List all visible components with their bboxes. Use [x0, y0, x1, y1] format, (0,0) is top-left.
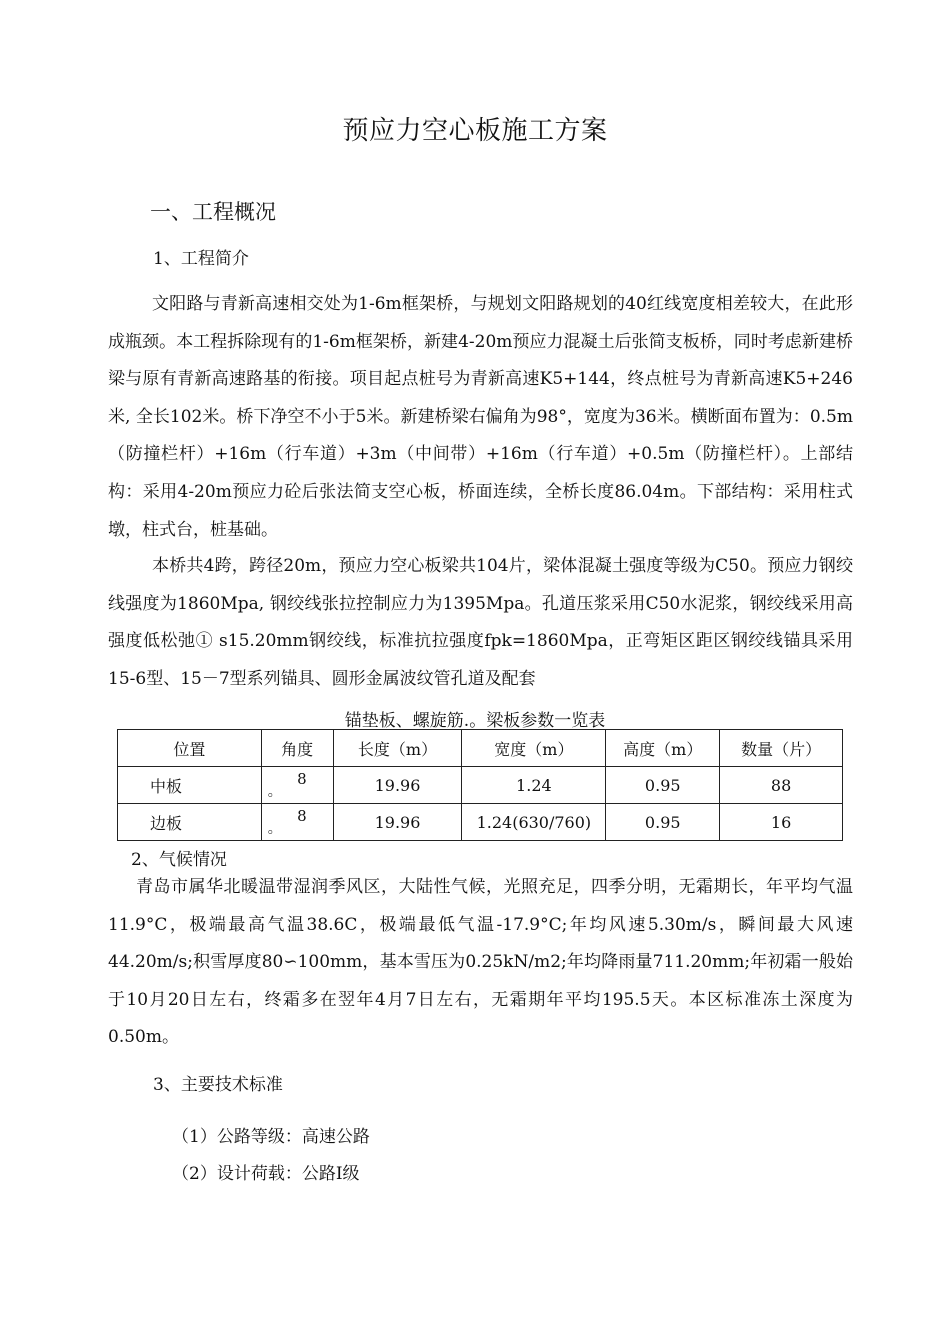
- cell-width: 1.24: [462, 767, 606, 804]
- cell-height: 0.95: [606, 767, 720, 804]
- cell-position: 边板: [118, 804, 262, 841]
- table-row: [118, 804, 843, 841]
- header-position: 位置: [118, 730, 262, 767]
- cell-length: 19.96: [333, 767, 462, 804]
- paragraph-bridge-spec: 本桥共4跨，跨径20m，预应力空心板梁共104片，梁体混凝土强度等级为C50。预应力钢绞线强度为1860Mpa, 钢绞线张拉控制应力为1395Mpa。孔道压浆采用C50水泥浆，钢绞线采用高强度低松弛① s15.20mm钢绞线，标准抗拉强度fpk=1860Mpa，正弯矩区距区钢绞线锚具采用15-6型、15－7型系列锚具、圆形金属波纹管孔道及配套: [108, 556, 853, 689]
- header-width: 宽度（m）: [462, 730, 606, 767]
- angle-value: 8: [297, 770, 307, 788]
- angle-degree-mark: 。: [267, 784, 282, 800]
- cell-width: 1.24(630/760): [462, 804, 606, 841]
- cell-height: 0.95: [606, 804, 720, 841]
- paragraph-project-intro: 文阳路与青新高速相交处为1-6m框架桥，与规划文阳路规划的40红线宽度相差较大，在此形成瓶颈。本工程拆除现有的1-6m框架桥，新建4-20m预应力混凝土后张简支板桥，同时考虑新建桥梁与原有青新高速路基的衔接。项目起点桩号为青新高速K5+144，终点桩号为青新高速K5+246米, 全长102米。桥下净空不小于5米。新建桥梁右偏角为98°，宽度为36米。横断面布置为：0.5m（防撞栏杆）+16m（行车道）+3m（中间带）+16m（行车道）+0.5m（防撞栏杆）。上部结构：采用4-20m预应力砼后张法简支空心板，桥面连续，全桥长度86.04m。下部结构：采用柱式墩，柱式台，桩基础。: [108, 294, 853, 540]
- cell-angle: [261, 804, 333, 841]
- cell-angle: [261, 767, 333, 804]
- table-row: [118, 767, 843, 804]
- header-length: 长度（m）: [333, 730, 462, 767]
- beam-parameter-table: [117, 729, 843, 841]
- angle-degree-mark: 。: [267, 821, 282, 837]
- section-heading-overview: 一、工程概况: [150, 200, 276, 224]
- document-title: 预应力空心板施工方案: [342, 116, 608, 146]
- subsection-heading-intro: 1、工程简介: [153, 249, 249, 269]
- table-caption: 锚垫板、螺旋筋.。梁板参数一览表: [344, 711, 606, 731]
- cell-count: 88: [720, 767, 843, 804]
- cell-count: 16: [720, 804, 843, 841]
- header-angle: 角度: [261, 730, 333, 767]
- subsection-heading-climate: 2、气候情况: [131, 850, 227, 870]
- list-item-design-load: （2）设计荷载：公路Ⅰ级: [172, 1164, 360, 1184]
- paragraph-climate: 青岛市属华北暖温带湿润季风区，大陆性气候，光照充足，四季分明，无霜期长，年平均气温11.9°C，极端最高气温38.6C，极端最低气温-17.9°C;年均风速5.30m/s，瞬间最大风速44.20m/s;积雪厚度80∽100mm，基本雪压为0.25kN/m2;年均降雨量711.20mm;年初霜一般始于10月20日左右，终霜多在翌年4月7日左右，无霜期年平均195.5天。本区标准冻土深度为0.50m。: [108, 877, 853, 1048]
- list-item-road-grade: （1）公路等级：高速公路: [172, 1127, 370, 1147]
- header-height: 高度（m）: [606, 730, 720, 767]
- cell-length: 19.96: [333, 804, 462, 841]
- subsection-heading-standards: 3、主要技术标准: [153, 1075, 283, 1095]
- header-count: 数量（片）: [720, 730, 843, 767]
- table-header-row: [118, 730, 843, 767]
- angle-value: 8: [297, 807, 307, 825]
- cell-position: 中板: [118, 767, 262, 804]
